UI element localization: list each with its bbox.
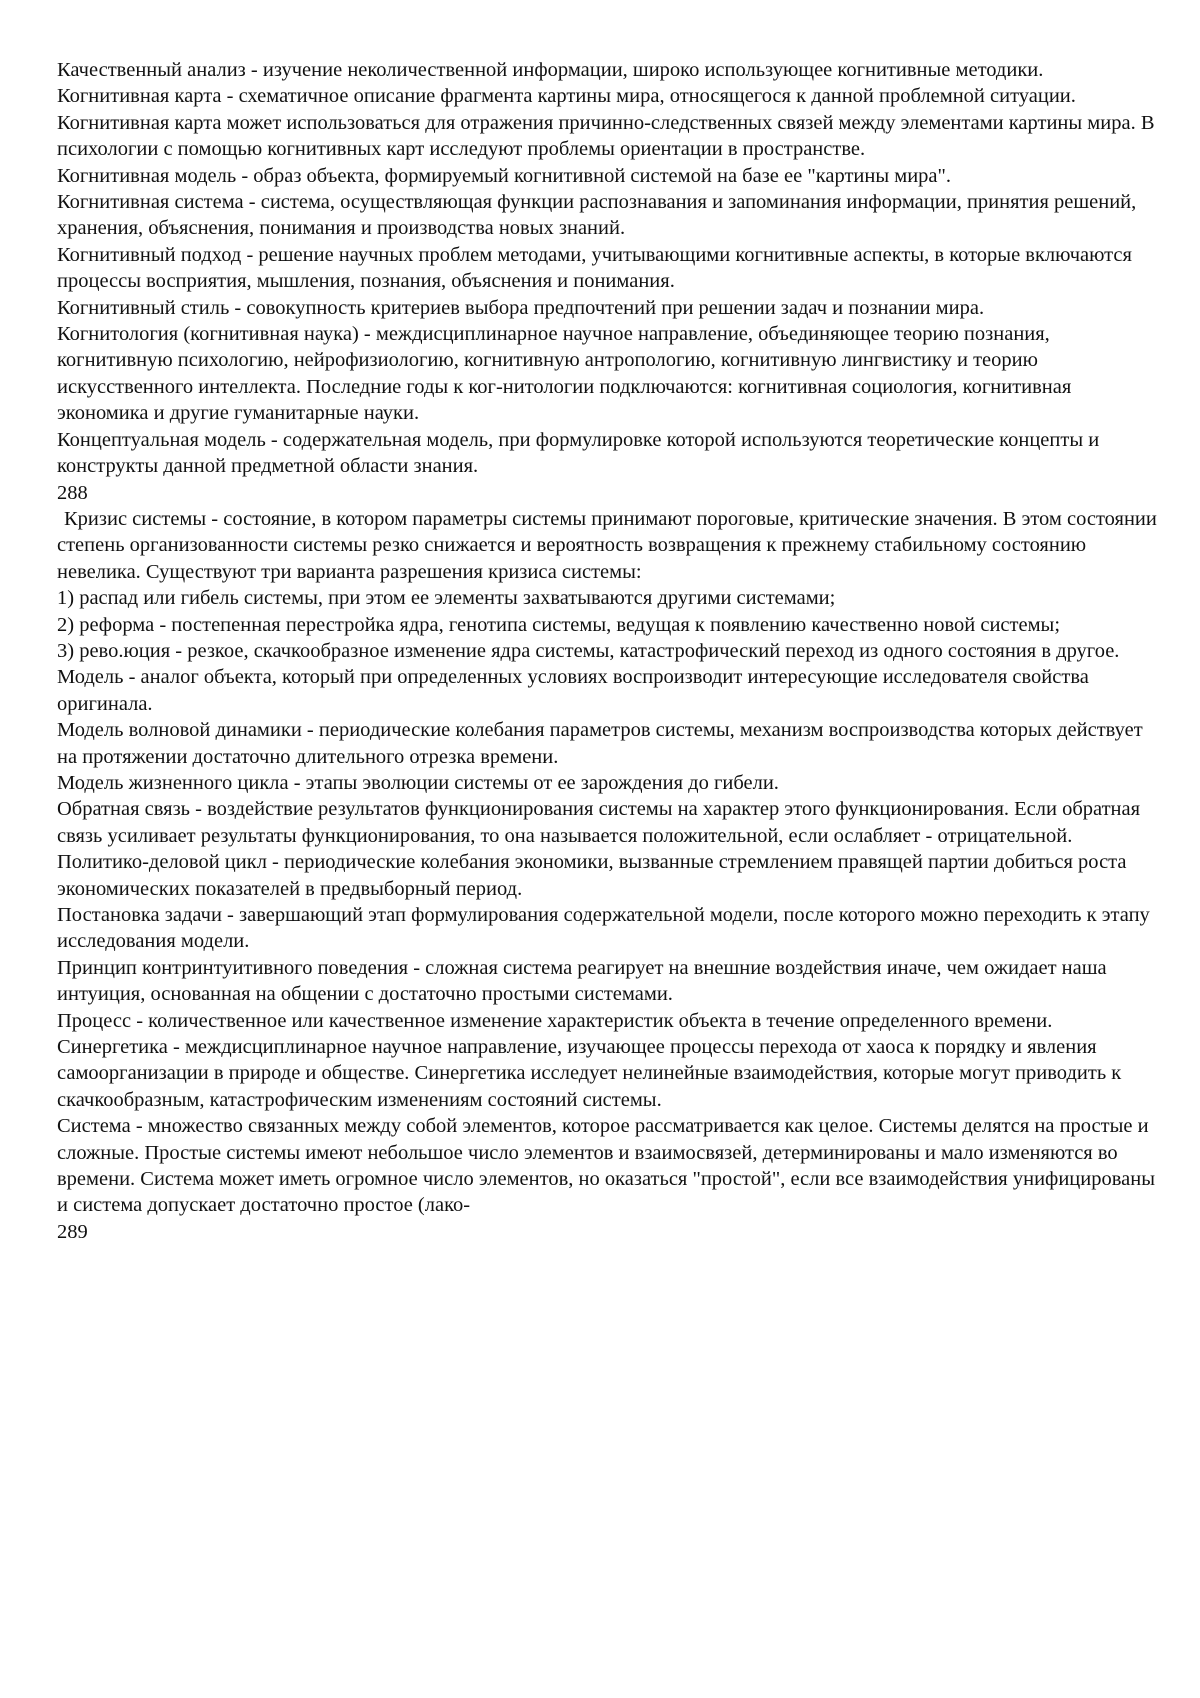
- term-definition: Синергетика - междисциплинарное научное направление, изучающее процессы перехода от хаоса к порядку и явления самоорганизации в природе и обществе. Синергетика исследует нелинейные взаимодействия, которые могут приводить к скачкообразным, катастрофическим изменениям состояний системы.: [57, 1034, 1157, 1113]
- term-definition: Когнитология (когнитивная наука) - междисциплинарное научное направление, объединяющее теорию познания, когнитивную психологию, нейрофизиологию, когнитивную антропологию, когнитивную лингвистику и теорию искусственного интеллекта. Последние годы к ког-нитологии подключаются: когнитивная социология, когнитивная экономика и другие гуманитарные науки.: [57, 321, 1157, 427]
- term-definition: Качественный анализ - изучение неколичественной информации, широко использующее когнитивные методики.: [57, 57, 1157, 83]
- term-definition: Когнитивный стиль - совокупность критериев выбора предпочтений при решении задач и познании мира.: [57, 295, 1157, 321]
- list-item: 3) рево.юция - резкое, скачкообразное изменение ядра системы, катастрофический переход из одного состояния в другое.: [57, 638, 1157, 664]
- term-definition: Кризис системы - состояние, в котором параметры системы принимают пороговые, критические значения. В этом состоянии степень организованности системы резко снижается и вероятность возвращения к прежнему стабильному состоянию невелика. Существуют три варианта разрешения кризиса системы:: [57, 506, 1157, 585]
- document-page: [57, 57, 1157, 1245]
- term-definition: Модель жизненного цикла - этапы эволюции системы от ее зарождения до гибели.: [57, 770, 1157, 796]
- term-definition: Обратная связь - воздействие результатов функционирования системы на характер этого функционирования. Если обратная связь усиливает результаты функционирования, то она называется положительной, если ослабляет - отрицательной.: [57, 796, 1157, 849]
- page-number: 289: [57, 1219, 1157, 1245]
- page-number: 288: [57, 480, 1157, 506]
- term-definition: Когнитивная модель - образ объекта, формируемый когнитивной системой на базе ее "картины мира".: [57, 163, 1157, 189]
- term-definition: Система - множество связанных между собой элементов, которое рассматривается как целое. Системы делятся на простые и сложные. Простые системы имеют небольшое число элементов и взаимосвязей, детерминированы и мало изменяются во времени. Система может иметь огромное число элементов, но оказаться "простой", если все взаимодействия унифицированы и система допускает достаточно простое (лако-: [57, 1113, 1157, 1219]
- term-definition: Модель волновой динамики - периодические колебания параметров системы, механизм воспроизводства которых действует на протяжении достаточно длительного отрезка времени.: [57, 717, 1157, 770]
- list-item: 1) распад или гибель системы, при этом ее элементы захватываются другими системами;: [57, 585, 1157, 611]
- term-definition: Когнитивная карта - схематичное описание фрагмента картины мира, относящегося к данной проблемной ситуации. Когнитивная карта может использоваться для отражения причинно-следственных связей между элементами картины мира. В психологии с помощью когнитивных карт исследуют проблемы ориентации в пространстве.: [57, 83, 1157, 162]
- term-definition: Концептуальная модель - содержательная модель, при формулировке которой используются теоретические концепты и конструкты данной предметной области знания.: [57, 427, 1157, 480]
- term-definition: Когнитивная система - система, осуществляющая функции распознавания и запоминания информации, принятия решений, хранения, объяснения, понимания и производства новых знаний.: [57, 189, 1157, 242]
- term-definition: Модель - аналог объекта, который при определенных условиях воспроизводит интересующие исследователя свойства оригинала.: [57, 664, 1157, 717]
- term-definition: Постановка задачи - завершающий этап формулирования содержательной модели, после которого можно переходить к этапу исследования модели.: [57, 902, 1157, 955]
- term-definition: Принцип контринтуитивного поведения - сложная система реагирует на внешние воздействия иначе, чем ожидает наша интуиция, основанная на общении с достаточно простыми системами.: [57, 955, 1157, 1008]
- list-item: 2) реформа - постепенная перестройка ядра, генотипа системы, ведущая к появлению качественно новой системы;: [57, 612, 1157, 638]
- term-definition: Когнитивный подход - решение научных проблем методами, учитывающими когнитивные аспекты, в которые включаются процессы восприятия, мышления, познания, объяснения и понимания.: [57, 242, 1157, 295]
- term-definition: Процесс - количественное или качественное изменение характеристик объекта в течение определенного времени.: [57, 1008, 1157, 1034]
- term-definition: Политико-деловой цикл - периодические колебания экономики, вызванные стремлением правящей партии добиться роста экономических показателей в предвыборный период.: [57, 849, 1157, 902]
